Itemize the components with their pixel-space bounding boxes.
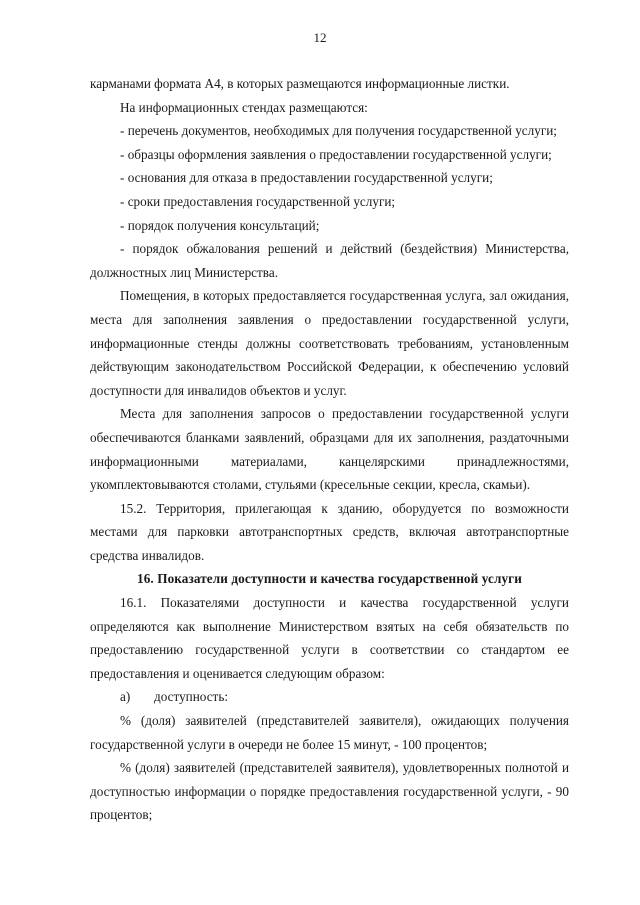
list-item: - основания для отказа в предоставлении государственной услуги; [120,170,493,186]
paragraph: 16.1. Показателями доступности и качества государственной услуги определяются как выполнение Министерством взятых на себя обязательств по предоставлению государственной услуги в соответствии со стандартом ее предоставления и оценивается следующим образом: [90,595,569,681]
paragraph: На информационных стендах размещаются: [120,99,368,115]
list-item: - порядок обжалования решений и действий (бездействия) Министерства, должностных лиц Министерства. [90,241,569,280]
section-heading: 16. Показатели доступности и качества государственной услуги [137,571,522,587]
paragraph: Места для заполнения запросов о предоставлении государственной услуги обеспечиваются бланками заявлений, образцами для их заполнения, раздаточными информационными материалами, канцелярскими принадлежностями, укомплектовываются столами, стульями (кресельные секции, кресла, скамьи). [90,406,569,493]
page-body [90,72,569,827]
list-item: - перечень документов, необходимых для получения государственной услуги; [120,123,557,139]
page-number: 12 [313,30,327,45]
lettered-list-item [90,685,569,709]
paragraph: Помещения, в которых предоставляется государственная услуга, зал ожидания, места для заполнения заявления о предоставлении государственной услуги, информационные стенды должны соответствовать требованиям, установленным действующим законодательством Российской Федерации, к обеспечению условий доступности для инвалидов объектов и услуг. [90,288,569,398]
list-marker: а) [120,689,131,705]
paragraph: % (доля) заявителей (представителей заявителя), удовлетворенных полнотой и доступностью информации о порядке предоставления государственной услуги, - 90 процентов; [90,760,569,823]
list-item: - образцы оформления заявления о предоставлении государственной услуги; [120,146,552,162]
paragraph: 15.2. Территория, прилегающая к зданию, оборудуется по возможности местами для парковки автотранспортных средств, включая автотранспортные средства инвалидов. [90,500,569,563]
list-item-text: доступность: [154,689,228,705]
list-item: - порядок получения консультаций; [120,217,320,233]
paragraph: % (доля) заявителей (представителей заявителя), ожидающих получения государственной услуги в очереди не более 15 минут, - 100 процентов; [90,713,569,752]
paragraph: карманами формата А4, в которых размещаются информационные листки. [90,76,510,91]
list-item: - сроки предоставления государственной услуги; [120,193,396,209]
